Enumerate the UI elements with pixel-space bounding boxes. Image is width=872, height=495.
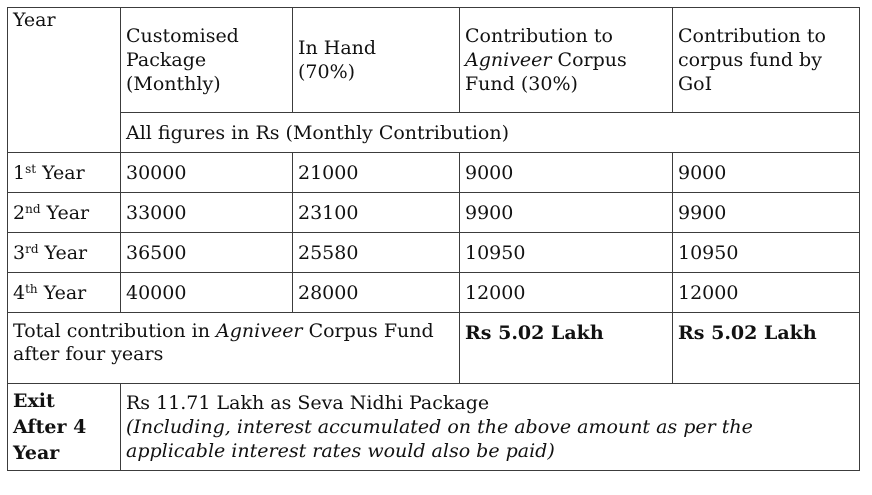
- in-hand-cell: 25580: [293, 233, 460, 273]
- header-agniveer-italic: Agniveer: [465, 49, 552, 71]
- total-row: [8, 313, 860, 384]
- units-note: All figures in Rs (Monthly Contribution): [121, 113, 860, 153]
- header-in-hand: [293, 8, 460, 113]
- govt-cell: 10950: [673, 233, 860, 273]
- exit-label: [8, 384, 121, 471]
- year-word: Year: [37, 281, 87, 304]
- exit-label-line: Exit: [13, 390, 55, 412]
- header-contribution-line: Fund (30%): [465, 73, 578, 95]
- year-suffix: rd: [25, 241, 39, 256]
- year-number: 3: [13, 241, 26, 264]
- header-in-hand-line: In Hand: [298, 37, 377, 59]
- package-cell: 36500: [121, 233, 293, 273]
- header-govt-line: corpus fund by: [678, 49, 822, 71]
- govt-cell: 9000: [673, 153, 860, 193]
- package-cell: 30000: [121, 153, 293, 193]
- in-hand-cell: 21000: [293, 153, 460, 193]
- exit-label-line: After 4: [13, 416, 87, 438]
- year-word: Year: [40, 201, 90, 224]
- contribution-cell: 9900: [460, 193, 673, 233]
- total-label-end: Corpus Fund after four years: [13, 320, 434, 365]
- year-number: 1: [13, 161, 26, 184]
- contribution-cell: 12000: [460, 273, 673, 313]
- year-number: 2: [13, 201, 26, 224]
- total-govt: Rs 5.02 Lakh: [673, 313, 860, 384]
- govt-cell: 9900: [673, 193, 860, 233]
- exit-row: [8, 384, 860, 471]
- exit-main: Rs 11.71 Lakh as Seva Nidhi Package: [126, 392, 490, 414]
- table-row: [8, 273, 860, 313]
- in-hand-cell: 23100: [293, 193, 460, 233]
- total-contribution: Rs 5.02 Lakh: [460, 313, 673, 384]
- header-row: [8, 8, 860, 113]
- year-suffix: th: [25, 281, 38, 296]
- exit-note: (Including, interest accumulated on the above amount as per the applicable interest rates would also be paid): [126, 416, 753, 462]
- header-package: [121, 8, 293, 113]
- year-label: [8, 233, 121, 273]
- header-contribution-line: Contribution to: [465, 25, 613, 47]
- header-in-hand-line: (70%): [298, 61, 356, 83]
- header-govt: [673, 8, 860, 113]
- units-row: [8, 113, 860, 153]
- year-label: [8, 153, 121, 193]
- exit-details: [121, 384, 860, 471]
- govt-cell: 12000: [673, 273, 860, 313]
- year-word: Year: [36, 161, 85, 184]
- header-govt-line: Contribution to: [678, 25, 826, 47]
- agniveer-pay-table: [7, 7, 860, 471]
- year-suffix: st: [25, 161, 37, 176]
- table-row: [8, 153, 860, 193]
- year-suffix: nd: [25, 201, 41, 216]
- total-label: [8, 313, 460, 384]
- header-package-line: Customised: [126, 25, 239, 47]
- header-contribution: [460, 8, 673, 113]
- year-label: [8, 273, 121, 313]
- header-contribution-corpus: Corpus: [551, 49, 627, 71]
- package-cell: 33000: [121, 193, 293, 233]
- header-year: Year: [8, 8, 121, 153]
- contribution-cell: 10950: [460, 233, 673, 273]
- header-govt-line: GoI: [678, 73, 713, 95]
- table-row: [8, 233, 860, 273]
- package-cell: 40000: [121, 273, 293, 313]
- header-contribution-line: [465, 48, 667, 72]
- header-package-line: (Monthly): [126, 73, 221, 95]
- exit-label-line: Year: [13, 442, 60, 464]
- year-number: 4: [13, 281, 26, 304]
- total-label-agniveer: Agniveer: [216, 320, 303, 342]
- header-package-line: Package: [126, 49, 207, 71]
- year-word: Year: [38, 241, 88, 264]
- in-hand-cell: 28000: [293, 273, 460, 313]
- table-row: [8, 193, 860, 233]
- total-label-start: Total contribution in: [13, 320, 217, 342]
- contribution-cell: 9000: [460, 153, 673, 193]
- year-label: [8, 193, 121, 233]
